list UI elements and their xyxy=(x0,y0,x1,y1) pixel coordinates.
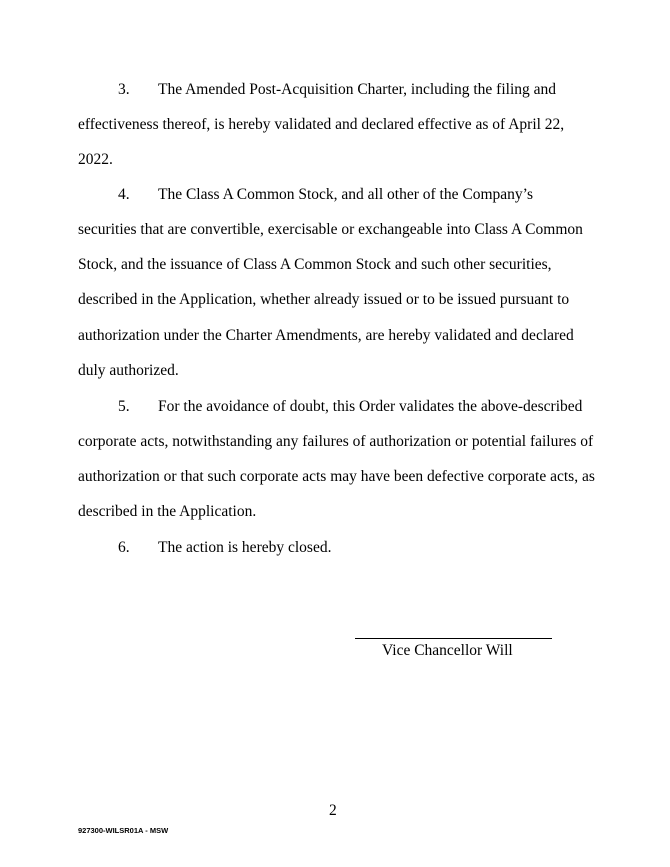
paragraph-number: 3. xyxy=(118,81,130,98)
paragraph-line: effectiveness thereof, is hereby validated and declared effective as of April 22, xyxy=(78,116,565,133)
paragraph-line: authorization under the Charter Amendments, are hereby validated and declared xyxy=(78,327,574,344)
paragraph-line: For the avoidance of doubt, this Order validates the above-described xyxy=(158,398,583,415)
paragraph-line: described in the Application. xyxy=(78,503,257,520)
paragraph-line: The Amended Post-Acquisition Charter, including the filing and xyxy=(158,81,557,98)
paragraph-line: authorization or that such corporate acts may have been defective corporate acts, as xyxy=(78,468,595,485)
paragraph-line: Stock, and the issuance of Class A Common Stock and such other securities, xyxy=(78,256,552,273)
signatory-name: Vice Chancellor Will xyxy=(382,642,513,659)
signature-line xyxy=(355,638,552,639)
paragraph-line: securities that are convertible, exercisable or exchangeable into Class A Common xyxy=(78,221,583,238)
paragraph-line: duly authorized. xyxy=(78,362,179,379)
paragraph-line: 2022. xyxy=(78,151,113,168)
paragraph-number: 5. xyxy=(118,398,130,415)
paragraph-line: The action is hereby closed. xyxy=(158,539,332,556)
paragraph-number: 4. xyxy=(118,186,130,203)
paragraph-line: corporate acts, notwithstanding any failures of authorization or potential failures of xyxy=(78,433,594,450)
document-code: 927300-WILSR01A - MSW xyxy=(78,826,169,835)
page-number: 2 xyxy=(329,802,337,819)
paragraph-line: described in the Application, whether already issued or to be issued pursuant to xyxy=(78,291,570,308)
paragraph-line: The Class A Common Stock, and all other of the Company’s xyxy=(158,186,533,203)
paragraph-number: 6. xyxy=(118,539,130,556)
